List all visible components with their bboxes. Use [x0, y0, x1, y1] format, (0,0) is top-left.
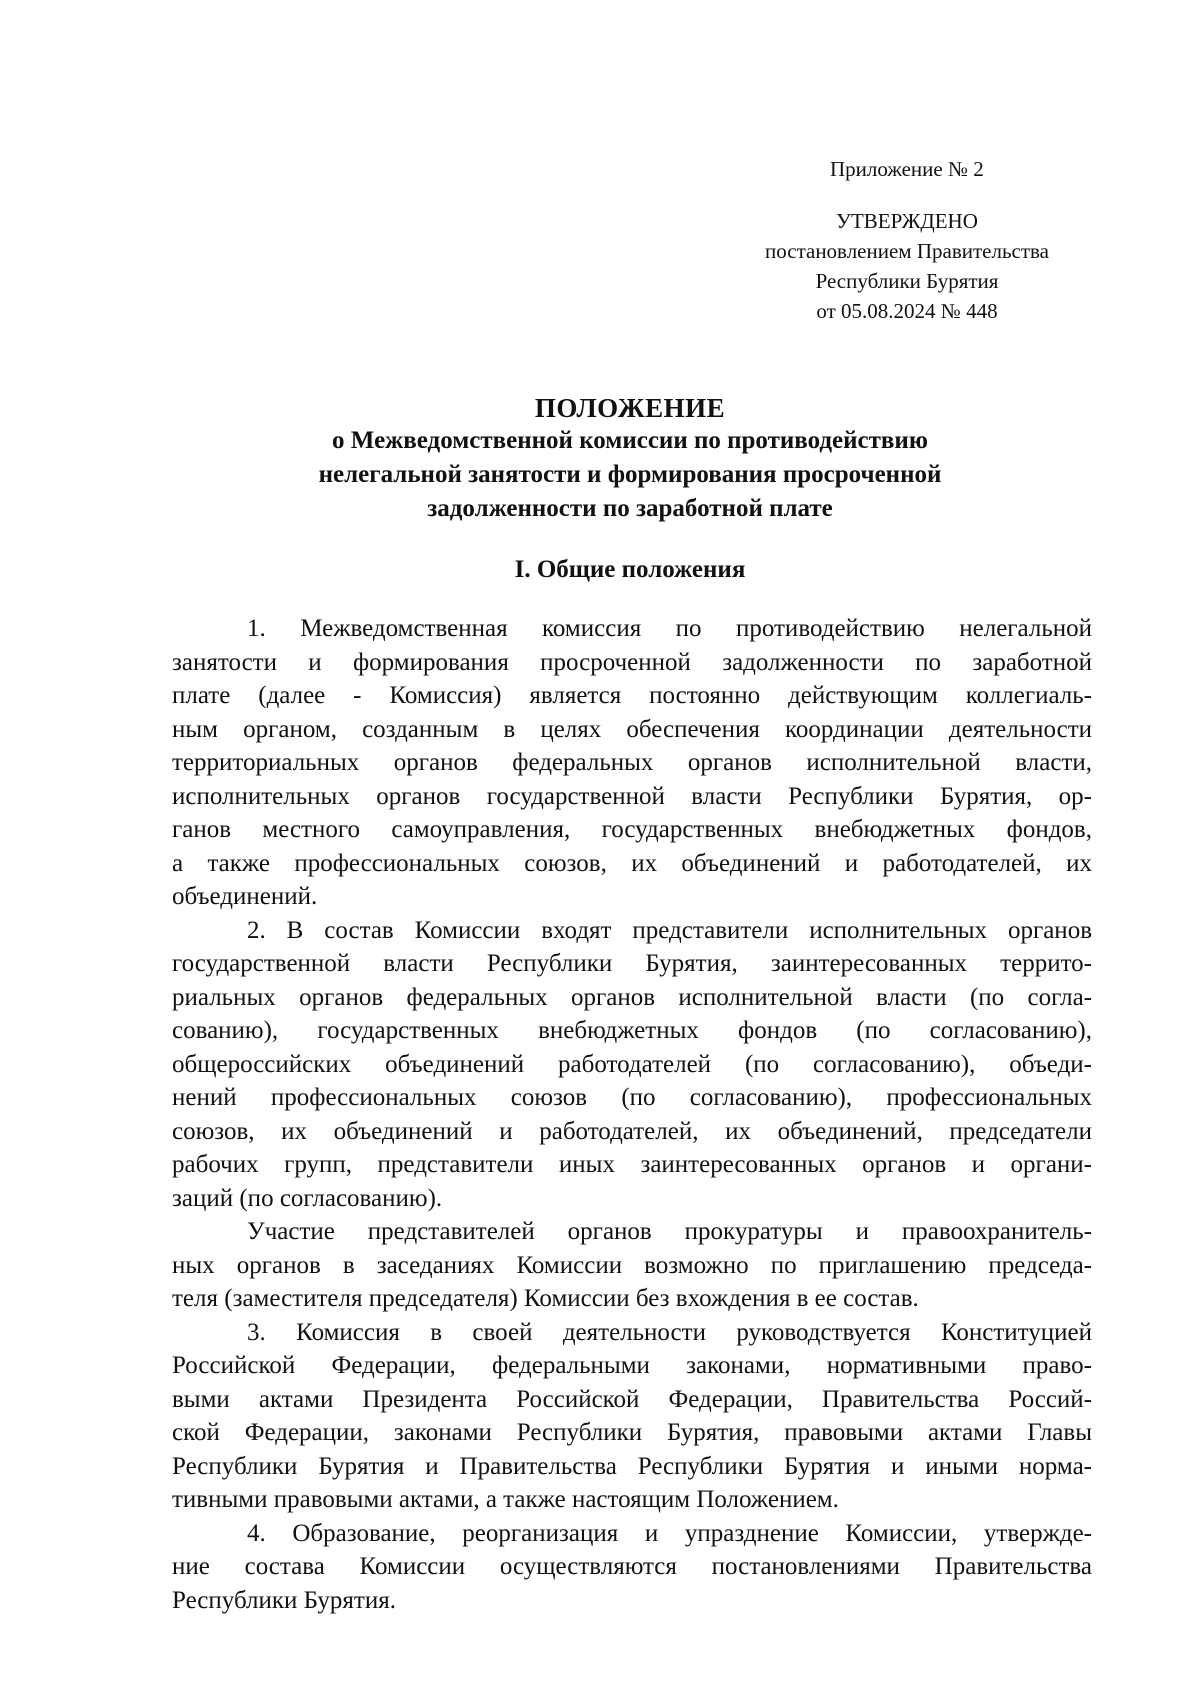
paragraph-line: Республики Бурятия и Правительства Республики Бурятия и иными норма-: [172, 1452, 1092, 1480]
paragraph-line: риальных органов федеральных органов исполнительной власти (по согла-: [172, 983, 1092, 1011]
paragraph: [172, 1215, 1092, 1316]
section-heading: I. Общие положения: [514, 556, 746, 583]
subtitle-line: задолженности по заработной плате: [427, 495, 833, 522]
paragraph-line: плате (далее - Комиссия) является постоянно действующим коллегиаль-: [172, 682, 1092, 709]
paragraph-line: государственной власти Республики Бурятия, заинтересованных террито-: [172, 950, 1092, 977]
document-body: [172, 612, 1092, 1617]
paragraph-line: а также профессиональных союзов, их объединений и работодателей, их: [172, 849, 1092, 877]
paragraph-line: ным органом, созданным в целях обеспечения координации деятельности: [172, 715, 1092, 743]
paragraph-line: объединений.: [172, 883, 318, 910]
paragraph-line: заций (по согласованию).: [172, 1184, 443, 1212]
paragraph-line: сованию), государственных внебюджетных фондов (по согласованию),: [172, 1017, 1092, 1044]
paragraph: [172, 1316, 1092, 1517]
approval-line: Республики Бурятия: [815, 269, 999, 293]
paragraph-line: ганов местного самоуправления, государственных внебюджетных фондов,: [172, 816, 1092, 843]
paragraph-line: союзов, их объединений и работодателей, их объединений, председатели: [172, 1117, 1092, 1145]
approval-line: постановлением Правительства: [764, 239, 1049, 263]
paragraph-line: Российской Федерации, федеральными законами, нормативными право-: [172, 1352, 1092, 1379]
paragraph-line: 1. Межведомственная комиссия по противодействию нелегальной: [247, 615, 1092, 642]
paragraph: [172, 1517, 1092, 1618]
paragraph-line: 4. Образование, реорганизация и упразднение Комиссии, утвержде-: [247, 1519, 1092, 1547]
paragraph-line: выми актами Президента Российской Федерации, Правительства Россий-: [172, 1385, 1092, 1413]
paragraph-line: тивными правовыми актами, а также настоящим Положением.: [172, 1486, 839, 1513]
paragraph-line: ние состава Комиссии осуществляются постановлениями Правительства: [172, 1553, 1092, 1580]
document-title: ПОЛОЖЕНИЕ: [534, 393, 726, 423]
paragraph-line: теля (заместителя председателя) Комиссии без вхождения в ее состав.: [172, 1285, 919, 1312]
paragraph-line: Республики Бурятия.: [172, 1586, 396, 1614]
paragraph-line: 3. Комиссия в своей деятельности руководствуется Конституцией: [247, 1318, 1092, 1346]
document-heading: [150, 392, 1110, 526]
paragraph-line: ской Федерации, законами Республики Бурятия, правовыми актами Главы: [172, 1419, 1092, 1446]
paragraph-line: исполнительных органов государственной власти Республики Бурятия, ор-: [172, 782, 1092, 810]
paragraph-line: рабочих групп, представители иных заинтересованных органов и органи-: [172, 1151, 1092, 1178]
subtitle-line: о Межведомственной комиссии по противодействию: [332, 427, 928, 454]
paragraph-line: общероссийских объединений работодателей (по согласованию), объеди-: [172, 1050, 1092, 1078]
subtitle-line: нелегальной занятости и формирования просроченной: [318, 461, 942, 488]
paragraph-line: территориальных органов федеральных органов исполнительной власти,: [172, 749, 1092, 776]
paragraph-line: ных органов в заседаниях Комиссии возможно по приглашению председа-: [172, 1251, 1092, 1279]
paragraph: [172, 612, 1092, 914]
paragraph-line: нений профессиональных союзов (по согласованию), профессиональных: [172, 1084, 1092, 1111]
paragraph-line: Участие представителей органов прокуратуры и правоохранитель-: [247, 1218, 1092, 1245]
document-subtitle: [150, 424, 1110, 526]
appendix-label: Приложение № 2: [830, 157, 984, 181]
paragraph: [172, 914, 1092, 1216]
paragraph-line: 2. В состав Комиссии входят представители исполнительных органов: [247, 916, 1092, 944]
approval-line: от 05.08.2024 № 448: [816, 299, 998, 323]
approval-line: УТВЕРЖДЕНО: [836, 209, 978, 233]
paragraph-line: занятости и формирования просроченной задолженности по заработной: [172, 648, 1092, 676]
approval-stamp: [722, 206, 1092, 326]
